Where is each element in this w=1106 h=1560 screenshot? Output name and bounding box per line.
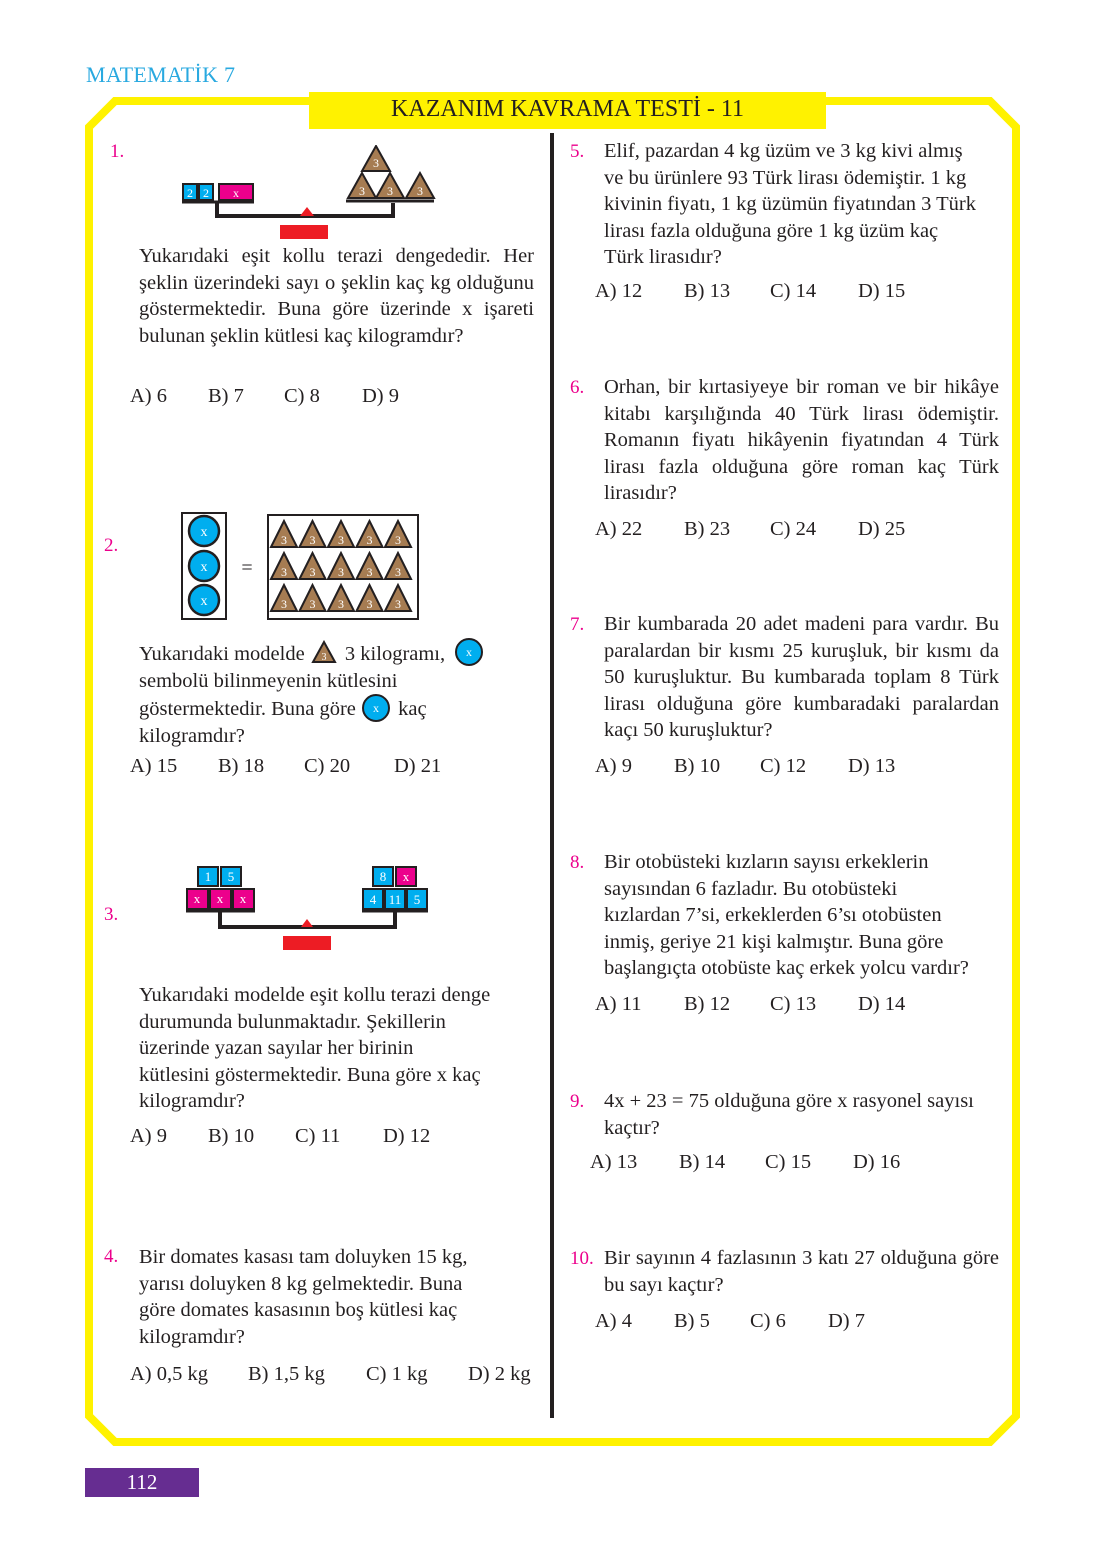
svg-text:x: x — [239, 891, 247, 906]
text-line: Bir otobüsteki kızların sayısı erkeklerin — [604, 851, 929, 873]
option-b[interactable]: B) 23 — [684, 518, 731, 540]
svg-text:8: 8 — [379, 869, 387, 884]
svg-text:3: 3 — [309, 533, 316, 547]
svg-text:2: 2 — [187, 186, 193, 200]
svg-text:3: 3 — [338, 597, 344, 611]
question-number: 4. — [104, 1246, 119, 1267]
option-a[interactable]: A) 15 — [130, 755, 178, 777]
option-d[interactable]: D) 7 — [828, 1310, 866, 1332]
question-number: 2. — [104, 535, 119, 556]
answer-options — [595, 1310, 865, 1333]
text-line: kızlardan 7’si, erkeklerden 6’sı otobüsten — [604, 904, 942, 926]
option-a[interactable]: A) 9 — [130, 1125, 168, 1147]
svg-text:3: 3 — [281, 533, 287, 547]
option-c[interactable]: C) 6 — [750, 1310, 786, 1332]
text-line: göre domates kasasının boş kütlesi kaç — [139, 1299, 458, 1321]
svg-text:3: 3 — [366, 533, 373, 547]
text-line: üzerinde yazan sayılar her birinin — [139, 1037, 414, 1059]
option-a[interactable]: A) 9 — [595, 755, 633, 777]
option-b[interactable]: B) 14 — [679, 1151, 726, 1173]
question-text: 4x + 23 = 75 olduğuna göre x rasyonel sayısı kaçtır? — [604, 1090, 974, 1139]
svg-text:3: 3 — [395, 565, 401, 579]
text-fragment: göstermektedir. Buna göre — [139, 698, 356, 720]
svg-text:5: 5 — [413, 892, 421, 907]
question-text — [604, 138, 1004, 271]
svg-text:x: x — [216, 891, 224, 906]
svg-text:x: x — [402, 869, 410, 884]
svg-text:1: 1 — [204, 869, 212, 884]
option-b[interactable]: B) 18 — [218, 755, 265, 777]
answer-options — [130, 1125, 430, 1148]
question-text: Yukarıdaki eşit kollu terazi dengededir. Her şeklin üzerindeki sayı o şeklin kaç kg olduğunu göstermektedir. Buna göre üzerinde x işareti bulunan şeklin kütlesi kaç kilogramdır? — [139, 245, 534, 347]
option-a[interactable]: A) 4 — [595, 1310, 633, 1332]
option-b[interactable]: B) 1,5 kg — [248, 1363, 325, 1385]
text-line: kilogramdır? — [139, 1090, 245, 1112]
svg-text:5: 5 — [227, 869, 235, 884]
option-c[interactable]: C) 11 — [295, 1125, 341, 1147]
answer-options — [130, 755, 441, 778]
svg-text:3: 3 — [373, 156, 379, 170]
answer-options — [595, 280, 905, 303]
svg-text:3: 3 — [281, 597, 287, 611]
svg-text:x: x — [200, 594, 208, 609]
question-text: Bir sayının 4 fazlasının 3 katı 27 olduğuna göre bu sayı kaçtır? — [604, 1247, 999, 1296]
svg-text:3: 3 — [417, 184, 423, 198]
unknown-x-circle-icon — [361, 694, 393, 722]
option-b[interactable]: B) 5 — [674, 1310, 710, 1332]
svg-text:3: 3 — [387, 184, 393, 198]
option-a[interactable]: A) 6 — [130, 385, 168, 407]
option-a[interactable]: A) 12 — [595, 280, 643, 302]
text-line: kilogramdır? — [139, 1325, 245, 1348]
question-number: 9. — [570, 1091, 585, 1112]
option-c[interactable]: C) 14 — [770, 280, 817, 302]
question-number: 10. — [570, 1248, 594, 1269]
q1-balance-scale-figure — [180, 145, 440, 245]
answer-options — [590, 1151, 900, 1174]
text-fragment: 3 kilogramı, — [344, 643, 446, 665]
text-line: durumunda bulunmaktadır. Şekillerin — [139, 1010, 446, 1033]
option-b[interactable]: B) 10 — [674, 755, 721, 777]
svg-text:3: 3 — [359, 184, 365, 198]
text-line: sembolü bilinmeyenin kütlesini — [139, 669, 398, 692]
question-number: 8. — [570, 852, 585, 873]
q3-balance-scale-figure — [185, 864, 435, 954]
svg-text:x: x — [373, 701, 380, 715]
svg-text:3: 3 — [395, 597, 401, 611]
question-text — [139, 982, 549, 1115]
text-fragment: kaç — [398, 698, 427, 720]
page-number-badge: 112 — [85, 1468, 199, 1497]
text-line: Türk lirasıdır? — [604, 246, 722, 268]
text-line: başlangıçta otobüste kaç erkek yolcu vardır? — [604, 957, 969, 979]
text-fragment: Yukarıdaki modelde — [139, 643, 305, 665]
q1-left-pan — [182, 184, 254, 202]
text-line: kütlesini göstermektedir. Buna göre x kaç — [139, 1063, 481, 1086]
svg-text:3: 3 — [366, 597, 373, 611]
svg-text:3: 3 — [321, 652, 327, 663]
option-d[interactable]: D) 13 — [848, 755, 896, 777]
answer-options — [130, 385, 399, 408]
option-d[interactable]: D) 25 — [858, 518, 906, 540]
option-b[interactable]: B) 7 — [208, 385, 244, 407]
svg-text:3: 3 — [338, 533, 344, 547]
svg-text:x: x — [200, 560, 208, 575]
text-line: Yukarıdaki modelde eşit kollu terazi denge — [139, 984, 491, 1006]
svg-text:3: 3 — [338, 565, 344, 579]
option-a[interactable]: A) 13 — [590, 1151, 638, 1173]
text-line: Bir domates kasası tam doluyken 15 kg, — [139, 1246, 468, 1268]
text-line: kilogramdır? — [139, 724, 245, 747]
svg-text:3: 3 — [281, 565, 287, 579]
text-line: ve bu ürünlere 93 Türk lirası ödemiştir. 1 kg — [604, 166, 967, 189]
text-line: lirası fazla olduğuna göre 1 kg üzüm kaç — [604, 219, 939, 242]
option-c[interactable]: C) 24 — [770, 518, 817, 540]
svg-text:3: 3 — [395, 533, 401, 547]
option-d[interactable]: D) 12 — [383, 1125, 431, 1147]
svg-text:x: x — [466, 645, 473, 659]
question-text — [139, 1244, 549, 1350]
answer-options — [130, 1363, 531, 1386]
option-b[interactable]: B) 13 — [684, 280, 731, 302]
svg-text:2: 2 — [203, 186, 209, 200]
option-c[interactable]: C) 20 — [304, 755, 351, 777]
svg-text:x: x — [193, 891, 201, 906]
svg-text:=: = — [241, 557, 253, 579]
answer-options — [595, 755, 895, 778]
option-d[interactable]: D) 2 kg — [468, 1363, 531, 1385]
option-d[interactable]: D) 16 — [853, 1151, 901, 1173]
svg-text:4: 4 — [369, 892, 377, 907]
option-d[interactable]: D) 21 — [394, 755, 442, 777]
answer-options — [595, 993, 905, 1016]
svg-text:11: 11 — [388, 892, 402, 907]
option-c[interactable]: C) 8 — [284, 385, 320, 407]
triangle-weight-icon — [310, 640, 340, 664]
svg-text:3: 3 — [309, 565, 316, 579]
test-title: KAZANIM KAVRAMA TESTİ - 11 — [391, 96, 744, 122]
option-b[interactable]: B) 12 — [684, 993, 731, 1015]
text-line: kivinin fiyatı, 1 kg üzümün fiyatından 3 Türk — [604, 193, 976, 215]
subject-label: MATEMATİK 7 — [86, 62, 236, 87]
option-d[interactable]: D) 9 — [362, 385, 400, 407]
option-a[interactable]: A) 22 — [595, 518, 643, 540]
text-line: yarısı doluyken 8 kg gelmektedir. Buna — [139, 1272, 463, 1295]
option-a[interactable]: A) 11 — [595, 993, 642, 1015]
svg-text:3: 3 — [366, 565, 373, 579]
text-line: sayısından 6 fazladır. Bu otobüsteki — [604, 877, 898, 900]
option-c[interactable]: C) 12 — [760, 755, 807, 777]
svg-text:x: x — [233, 186, 239, 200]
svg-text:3: 3 — [309, 597, 316, 611]
question-number: 3. — [104, 904, 119, 925]
question-number: 1. — [110, 141, 125, 162]
question-text — [139, 638, 539, 749]
question-text — [604, 849, 1014, 982]
question-text: Orhan, bir kırtasiyeye bir roman ve bir hikâye kitabı karşılığında 40 Türk lirası ödemiştir. Romanın fiyatı hikâyenin fiyatından 4 Türk lirası fazla olduğuna göre roman kaç Türk lirasıdır? — [604, 376, 999, 504]
option-a[interactable]: A) 0,5 kg — [130, 1363, 209, 1385]
question-text: Bir kumbarada 20 adet madeni para vardır. Bu paralardan bir kısmı 25 kuruşluk, bir kısmı da 50 kuruşluktur. Bu kumbarada toplam 8 Türk lirası olduğuna göre kumbaradaki paralardan kaçı 50 kuruşluktur? — [604, 613, 999, 741]
question-number: 5. — [570, 141, 585, 162]
option-c[interactable]: C) 1 kg — [366, 1363, 428, 1385]
option-d[interactable]: D) 14 — [858, 993, 906, 1015]
option-c[interactable]: C) 13 — [770, 993, 817, 1015]
column-divider — [550, 133, 554, 1418]
option-c[interactable]: C) 15 — [765, 1151, 812, 1173]
text-line: inmiş, geriye 21 kişi kalmıştır. Buna göre — [604, 930, 944, 953]
text-line: Elif, pazardan 4 kg üzüm ve 3 kg kivi almış — [604, 140, 963, 162]
answer-options — [595, 518, 905, 541]
question-number: 7. — [570, 614, 585, 635]
option-b[interactable]: B) 10 — [208, 1125, 255, 1147]
unknown-x-circle-icon — [452, 638, 488, 666]
option-d[interactable]: D) 15 — [858, 280, 906, 302]
svg-text:x: x — [200, 525, 208, 540]
question-number: 6. — [570, 377, 585, 398]
q2-model-figure — [180, 510, 425, 625]
